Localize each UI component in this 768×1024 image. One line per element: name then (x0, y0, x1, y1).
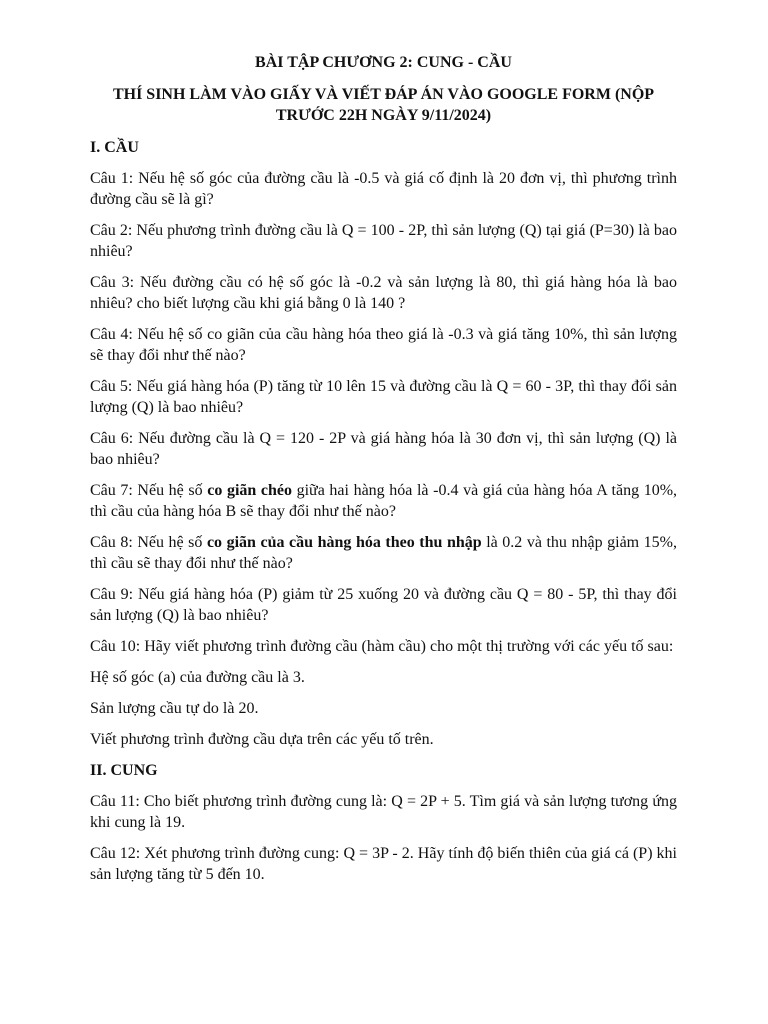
question-7-bold-term: co giãn chéo (207, 482, 292, 499)
question-12: Câu 12: Xét phương trình đường cung: Q = 3P - 2. Hãy tính độ biến thiên của giá cá (P) khi sản lượng tăng từ 5 đến 10. (90, 845, 677, 883)
question-7-pre: Câu 7: Nếu hệ số (90, 482, 208, 499)
question-8-bold-term: co giãn của cầu hàng hóa theo thu nhập (206, 534, 482, 551)
question-2: Câu 2: Nếu phương trình đường cầu là Q = 100 - 2P, thì sản lượng (Q) tại giá (P=30) là bao nhiêu? (90, 222, 677, 260)
question-8-pre: Câu 8: Nếu hệ số (90, 534, 207, 551)
question-1: Câu 1: Nếu hệ số góc của đường cầu là -0.5 và giá cố định là 20 đơn vị, thì phương trình đường cầu sẽ là gì? (90, 170, 677, 208)
question-10-item-intercept: Sản lượng cầu tự do là 20. (90, 700, 259, 717)
question-3: Câu 3: Nếu đường cầu có hệ số góc là -0.2 và sản lượng là 80, thì giá hàng hóa là bao nhiêu? cho biết lượng cầu khi giá bằng 0 là 140 ? (90, 274, 677, 312)
question-10-item-task: Viết phương trình đường cầu dựa trên các yếu tố trên. (90, 731, 434, 748)
question-7 (90, 480, 677, 522)
section-heading-cung: II. CUNG (90, 762, 158, 779)
document-title: BÀI TẬP CHƯƠNG 2: CUNG - CẦU (255, 54, 512, 71)
question-8-post: là 0.2 và thu nhập giảm 15%, thì cầu sẽ thay đổi như thế nào? (90, 534, 678, 572)
question-8 (90, 532, 677, 574)
question-6: Câu 6: Nếu đường cầu là Q = 120 - 2P và giá hàng hóa là 30 đơn vị, thì sản lượng (Q) là bao nhiêu? (90, 430, 677, 468)
question-10: Câu 10: Hãy viết phương trình đường cầu (hàm cầu) cho một thị trường với các yếu tố sau: (90, 638, 674, 655)
question-11: Câu 11: Cho biết phương trình đường cung là: Q = 2P + 5. Tìm giá và sản lượng tương ứng khi cung là 19. (90, 793, 677, 831)
question-10-item-slope: Hệ số góc (a) của đường cầu là 3. (90, 669, 305, 686)
question-4: Câu 4: Nếu hệ số co giãn của cầu hàng hóa theo giá là -0.3 và giá tăng 10%, thì sản lượng sẽ thay đổi như thế nào? (90, 326, 677, 364)
question-7-post: giữa hai hàng hóa là -0.4 và giá của hàng hóa A tăng 10%, thì cầu của hàng hóa B sẽ thay đổi như thế nào? (90, 482, 678, 520)
document-instruction: THÍ SINH LÀM VÀO GIẤY VÀ VIẾT ĐÁP ÁN VÀO GOOGLE FORM (NỘP TRƯỚC 22H NGÀY 9/11/2024) (112, 86, 655, 124)
question-9: Câu 9: Nếu giá hàng hóa (P) giảm từ 25 xuống 20 và đường cầu Q = 80 - 5P, thì thay đổi sản lượng (Q) là bao nhiêu? (90, 586, 677, 624)
section-heading-cau: I. CẦU (90, 139, 139, 156)
question-5: Câu 5: Nếu giá hàng hóa (P) tăng từ 10 lên 15 và đường cầu là Q = 60 - 3P, thì thay đổi sản lượng (Q) là bao nhiêu? (90, 378, 677, 416)
